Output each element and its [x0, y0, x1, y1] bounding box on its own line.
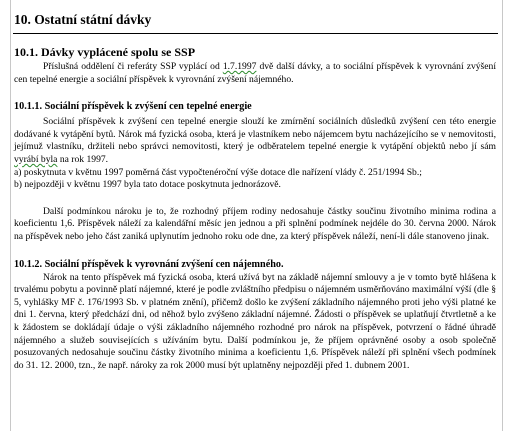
section-10-1-1-text-2: na rok 1997.: [57, 153, 109, 165]
section-10-1-1-paragraph-2: Další podmínkou nároku je to, že rozhodný příjem rodiny nedosahuje částky součinu životního minima rodina a koeficientu 1,6. Příspěvek náleží za kalendářní měsíc jen jednou a při splnění podmínek nejdéle do 30. června 2000. Nárok na příspěvek nebo jeho část zaniká uplynutím jednoho roku ode dne, za který příspěvek náleží, není-li dále stanoveno jinak.: [14, 205, 496, 242]
section-10-1-text-suffix: dvě další dávky, a to sociální příspěvek k vyrovnání zvýšení cen tepelné energie a sociální příspěvek k vyrovnání zvýšení nájemného.: [14, 61, 496, 85]
section-10-1-text-prefix: Příslušná oddělení či referáty SSP vyplácí od: [43, 61, 223, 72]
page-content: [10, 0, 503, 372]
section-10-1-paragraph: [14, 61, 496, 86]
chapter-heading: 10. Ostatní státní dávky: [14, 12, 152, 27]
section-10-1-date: 1.7.1997: [222, 61, 257, 72]
section-10-1-2-paragraph: Nárok na tento příspěvek má fyzická osoba, která užívá byt na základě nájemní smlouvy a je v tomto bytě hlášena k trvalému pobytu a povinně platí nájemné, které je podle zvláštního předpisu o nájemném usměrňováno maximální výší (dle § 5, vyhlášky MF č. 176/1993 Sb. v platném znění), přičemž došlo ke zvýšení základního nájemného proti jeho výši platné ke dni 1. června, který předchází dni, od něhož bylo zvýšeno základní nájemné. Žádosti o příspěvek se uplatňují čtvrtletně a ke k žádostem se dokládají údaje o výši základního nájemného rozhodné pro nárok na příspěvek, potvrzení o řádné úhradě nájemného a služeb souvisejících s užíváním bytu. Další podmínkou je, že příjem oprávněné osoby a osob společně posuzovaných nedosahuje součinu částky životního minima a koeficientu 1,6. Příspěvek náleží při splnění všech podmínek do 31. 12. 2000, tzn., že např. nároky za rok 2000 musí být uplatněny nejpozději před 1. dubnem 2001.: [14, 271, 496, 371]
list-item-b: b) nejpozději v květnu 1997 byla tato dotace poskytnuta jednorázově.: [14, 179, 281, 191]
section-10-1-1-paragraph-1: [14, 116, 496, 166]
section-10-1-1-flagged-text: vyrábí byla: [14, 153, 58, 165]
section-10-1-title: 10.1. Dávky vyplácené spolu se SSP: [14, 45, 196, 59]
list-item-a: a) poskytnuta v květnu 1997 poměrná část vypočtenéroční výše dotace dle nařízení vlády č. 251/1994 Sb.;: [14, 166, 422, 178]
section-10-1-1-text-1: Sociální příspěvek k zvýšení cen tepelné energie slouží ke zmírnění sociálních důsledků zvýšení cen této energie dodávané k vytápění bytů. Nárok má fyzická osoba, která je vlastníkem nebo nájemcem bytu nacházejícího se v nemovitosti, jejímuž vlastníku, držiteli nebo správci nemovitosti, který je odběratelem tepelné energie k vytápění objektů nebo jí sám: [14, 116, 496, 153]
chapter-heading-block: [13, 12, 496, 34]
section-10-1-2-title: 10.1.2. Sociální příspěvek k vyrovnání zvýšení cen nájemného.: [14, 258, 284, 270]
heading-underline: [13, 33, 498, 34]
section-10-1-1-title: 10.1.1. Sociální příspěvek k zvýšení cen tepelné energie: [14, 101, 252, 113]
document-page: [10, 0, 503, 431]
